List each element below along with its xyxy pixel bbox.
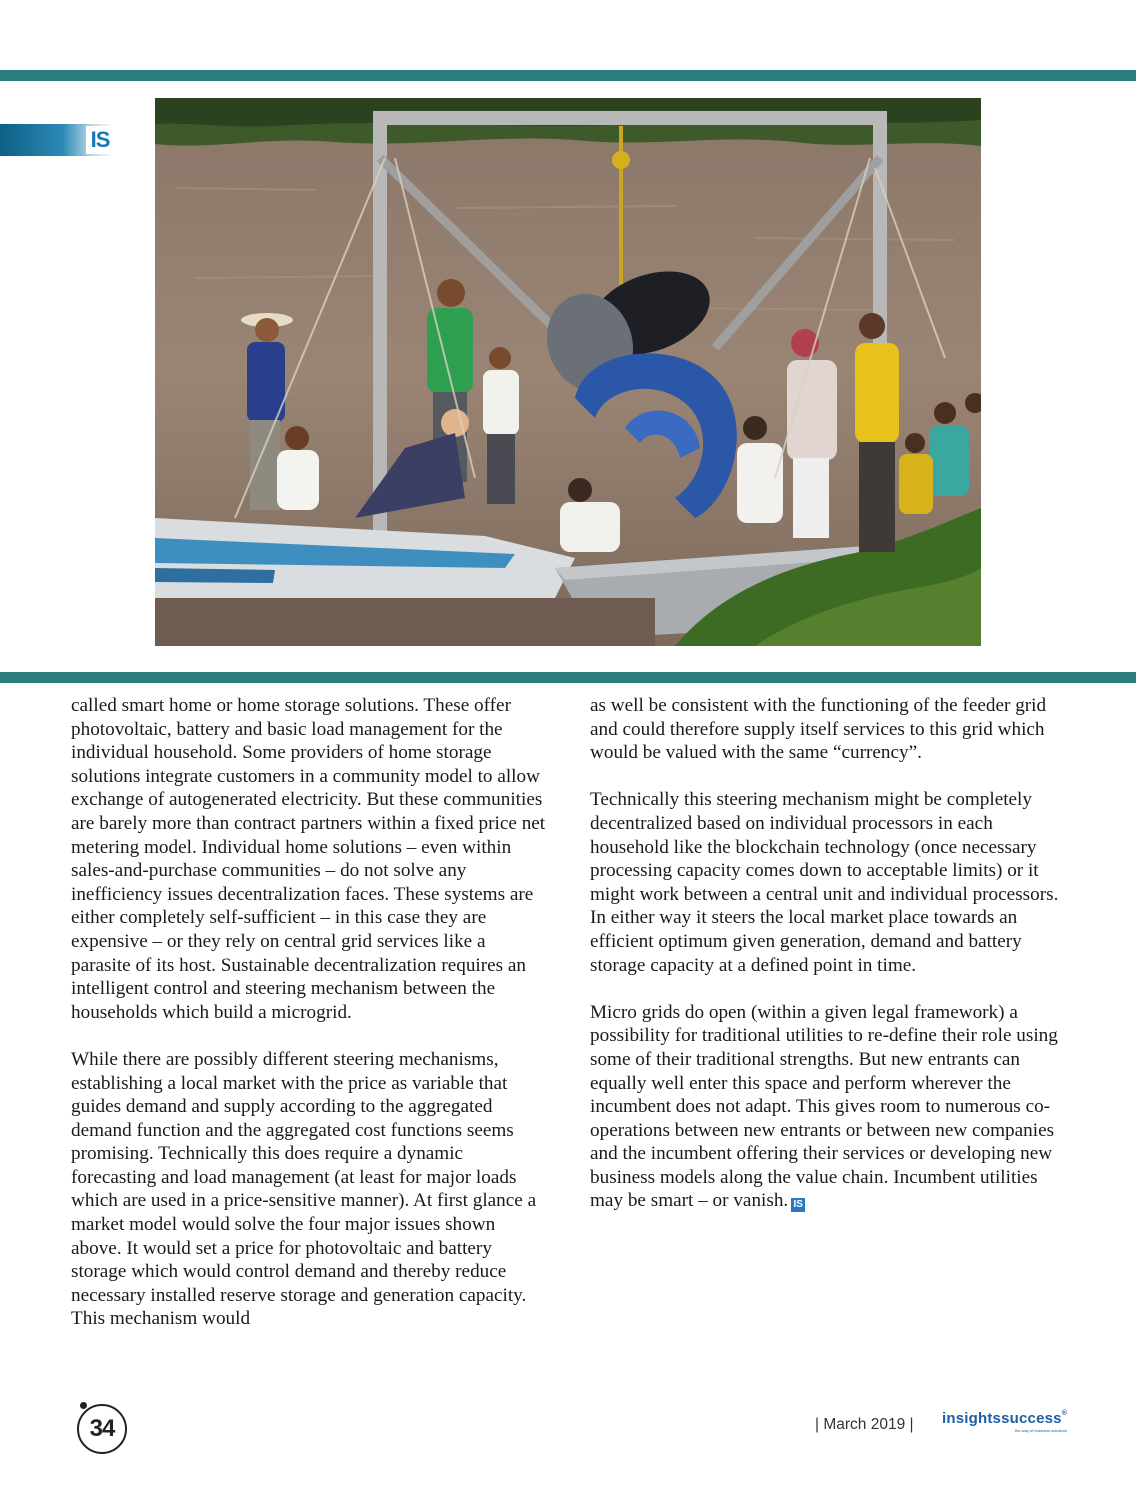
paragraph: called smart home or home storage solutions. These offer photovoltaic, battery and basic load management for the individual household. Some providers of home storage solutions integrate customers in a community model to allow exchange of autogenerated electricity. But these communities are barely more than contract partners within a fixed price net metering model. Individual home solutions – even within sales-and-purchase communities – do not solve any inefficiency issues decentralization faces. These systems are either completely self-sufficient – in this case they are expensive – or they rely on central grid services like a parasite of its host. Sustainable decentralization requires an intelligent control and steering mechanism between the households which build a microgrid. [71,695,546,1023]
mid-teal-rule [0,672,1136,683]
photo-river-scene [155,98,981,646]
right-text-column [590,694,1065,1237]
issue-date: | March 2019 | [815,1416,914,1433]
registered-mark: ® [1061,1410,1068,1417]
page-number-dot [80,1402,87,1409]
brand-part-2: success [1001,1410,1062,1427]
left-text-column [71,694,546,1355]
is-logo-icon: IS [86,126,114,154]
paragraph: Technically this steering mechanism might be completely decentralized based on individual processors in each household like the blockchain technology (once necessary processing capacity comes down to acceptable limits) or it might work between a central unit and individual processors. In either way it steers the local market place towards an efficient optimum given generation, demand and battery storage capacity at a defined point in time. [590,789,1059,976]
paragraph: as well be consistent with the functioning of the feeder grid and could therefore supply itself services to this grid which would be valued with the same “currency”. [590,695,1047,764]
brand-part-1: insights [942,1410,1002,1427]
brand-logo [942,1410,1067,1427]
paragraph-last [590,1001,1065,1213]
article-photo [155,98,981,646]
article-end-logo-icon: IS [791,1198,805,1212]
brand-tagline: the way of business solutions [1015,1428,1068,1433]
paragraph: While there are possibly different steering mechanisms, establishing a local market with the price as variable that guides demand and supply according to the aggregated demand function and the aggregated cost functions seems promising. Technically this does require a dynamic forecasting and load management (at least for major loads which are used in a price-sensitive manner). At first glance a market model would solve the four major issues shown above. It would set a price for photovoltaic and battery storage which would control demand and thereby reduce necessary installed reserve storage and generation capacity. This mechanism would [71,1048,537,1330]
top-teal-rule [0,70,1136,81]
page-number: 34 [77,1404,127,1454]
paragraph-text: Micro grids do open (within a given legal framework) a possibility for traditional utilities to re-define their role using some of their traditional strengths. But new entrants can equally well enter this space and perform wherever the incumbent does not adapt. This gives room to numerous co-operations between new entrants or between new companies and the incumbent offering their services or developing new business models along the value chain. Incumbent utilities may be smart – or vanish. [590,1001,1058,1212]
